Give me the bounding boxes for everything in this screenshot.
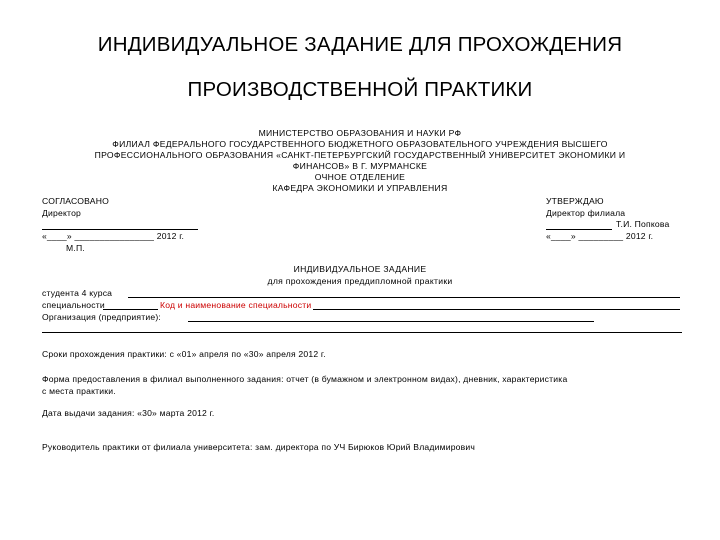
approved-signature-name: Т.И. Попкова — [616, 219, 670, 229]
stamp-label: М.П. — [66, 243, 85, 253]
practice-dates: Сроки прохождения практики: с «01» апреля по «30» апреля 2012 г. — [42, 349, 326, 359]
student-label: студента 4 курса — [42, 288, 113, 298]
organization-line-3: ФИНАНСОВ» В Г. МУРМАНСКЕ — [292, 161, 428, 171]
approved-role: Директор филиала — [546, 208, 626, 218]
approved-label: УТВЕРЖДАЮ — [546, 196, 604, 206]
organization-line-2: ПРОФЕССИОНАЛЬНОГО ОБРАЗОВАНИЯ «САНКТ-ПЕТЕРБУРГСКИЙ ГОСУДАРСТВЕННЫЙ УНИВЕРСИТЕТ ЭКОНОМИКИ И — [94, 150, 626, 160]
specialty-label: специальности — [42, 300, 105, 310]
organization-line-1: ФИЛИАЛ ФЕДЕРАЛЬНОГО ГОСУДАРСТВЕННОГО БЮДЖЕТНОГО ОБРАЗОВАТЕЛЬНОГО УЧРЕЖДЕНИЯ ВЫСШЕГО — [112, 139, 608, 149]
organization-fill-line — [188, 321, 594, 322]
agreed-label: СОГЛАСОВАНО — [42, 196, 110, 206]
assignment-title: ИНДИВИДУАЛЬНОЕ ЗАДАНИЕ — [293, 264, 427, 274]
organization-fill-line-2 — [42, 332, 682, 333]
ministry-header: МИНИСТЕРСТВО ОБРАЗОВАНИЯ И НАУКИ РФ — [258, 128, 462, 138]
specialty-value: Код и наименование специальности — [160, 300, 312, 310]
organization-label: Организация (предприятие): — [42, 312, 161, 322]
agreed-date: «____» ________________ 2012 г. — [42, 231, 185, 241]
approved-signature-line — [546, 229, 612, 230]
document-title-line-1: ИНДИВИДУАЛЬНОЕ ЗАДАНИЕ ДЛЯ ПРОХОЖДЕНИЯ — [97, 33, 623, 56]
report-form-line-1: Форма предоставления в филиал выполненного задания: отчет (в бумажном и электронном видах), дневник, характеристика — [42, 374, 568, 384]
department-line-2: КАФЕДРА ЭКОНОМИКИ И УПРАВЛЕНИЯ — [272, 183, 448, 193]
agreed-signature-line — [42, 229, 198, 230]
report-form-line-2: с места практики. — [42, 386, 116, 396]
supervisor: Руководитель практики от филиала университета: зам. директора по УЧ Бирюков Юрий Владимирович — [42, 442, 476, 452]
assignment-subtitle: для прохождения преддипломной практики — [267, 276, 453, 286]
document-title-line-2: ПРОИЗВОДСТВЕННОЙ ПРАКТИКИ — [187, 78, 533, 101]
issue-date: Дата выдачи задания: «30» марта 2012 г. — [42, 408, 215, 418]
agreed-role: Директор — [42, 208, 82, 218]
approved-date: «____» _________ 2012 г. — [546, 231, 654, 241]
department-line-1: ОЧНОЕ ОТДЕЛЕНИЕ — [314, 172, 406, 182]
student-fill-line — [128, 297, 680, 298]
